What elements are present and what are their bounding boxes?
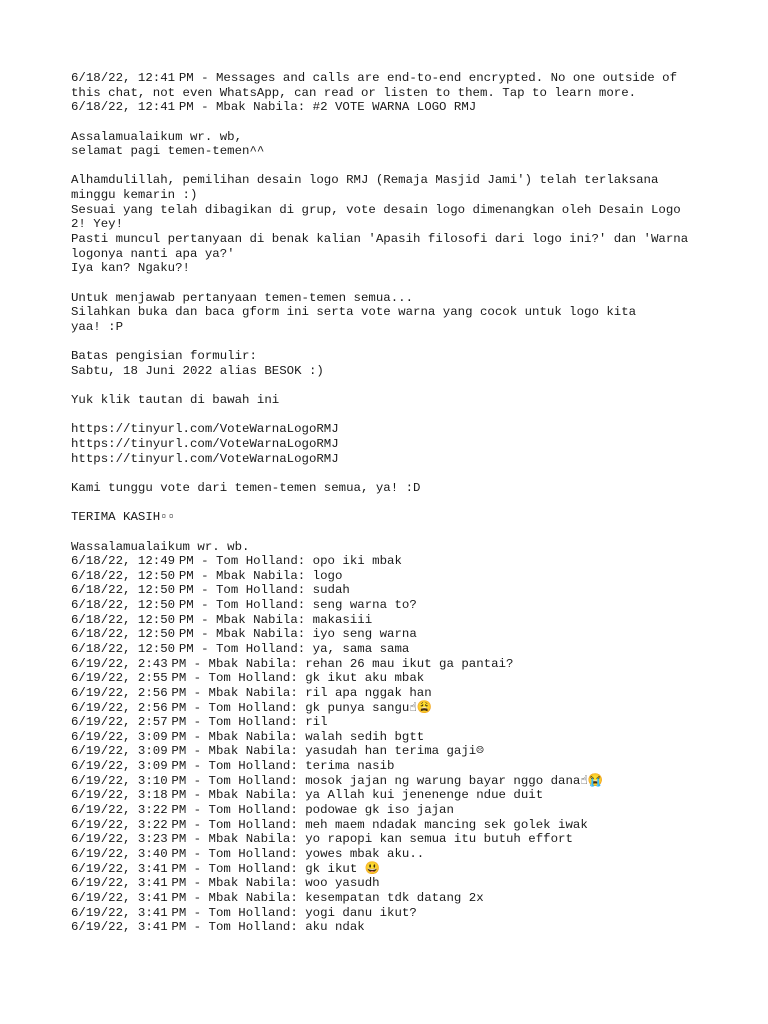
text-line: minggu kemarin :) — [71, 188, 198, 203]
text-line: Batas pengisian formulir: — [71, 349, 257, 364]
text-line: Yuk klik tautan di bawah ini — [71, 393, 280, 408]
text-line: logonya nanti apa ya?' — [71, 246, 235, 261]
blank-line — [71, 378, 731, 393]
chat-message-line: 6/19/22, 3:40 PM - Tom Holland: yowes mbak aku.. — [71, 846, 425, 861]
chat-message-line: 6/19/22, 3:41 PM - Tom Holland: gk ikut 😃 — [71, 861, 381, 876]
chat-message-line: 6/19/22, 2:43 PM - Mbak Nabila: rehan 26 mau ikut ga pantai? — [71, 656, 514, 671]
chat-message-line: 6/19/22, 2:56 PM - Tom Holland: gk punya sangu☝😩 — [71, 700, 433, 715]
document-page — [71, 71, 731, 935]
chat-message-line: 6/19/22, 2:56 PM - Mbak Nabila: ril apa nggak han — [71, 685, 432, 700]
chat-message-line: 6/19/22, 3:09 PM - Mbak Nabila: walah sedih bgtt — [71, 729, 425, 744]
text-line: Kami tunggu vote dari temen-temen semua, ya! :D — [71, 480, 421, 495]
chat-message-line: 6/19/22, 3:09 PM - Tom Holland: terima nasib — [71, 759, 395, 774]
chat-message-line: 6/19/22, 3:41 PM - Mbak Nabila: kesempatan tdk datang 2x — [71, 890, 484, 905]
chat-message-line: 6/18/22, 12:50 PM - Tom Holland: seng warna to? — [71, 598, 417, 613]
chat-message-line: 6/18/22, 12:50 PM - Tom Holland: sudah — [71, 583, 350, 598]
chat-message-line: 6/19/22, 2:55 PM - Tom Holland: gk ikut aku mbak — [71, 671, 425, 686]
text-line: Iya kan? Ngaku?! — [71, 261, 190, 276]
text-line: selamat pagi temen-temen^^ — [71, 144, 265, 159]
chat-message-line: 6/19/22, 3:09 PM - Mbak Nabila: yasudah han terima gaji☹ — [71, 744, 484, 759]
text-line: Silahkan buka dan baca gform ini serta vote warna yang cocok untuk logo kita — [71, 305, 637, 320]
text-line: Untuk menjawab pertanyaan temen-temen semua... — [71, 290, 414, 305]
blank-line — [71, 496, 731, 511]
chat-message-line: 6/19/22, 3:41 PM - Tom Holland: aku ndak — [71, 920, 365, 935]
blank-line — [71, 276, 731, 291]
chat-message-line: 6/18/22, 12:50 PM - Tom Holland: ya, sama sama — [71, 641, 410, 656]
text-line: 2! Yey! — [71, 217, 124, 232]
chat-message-line: 6/19/22, 3:18 PM - Mbak Nabila: ya Allah kui jenenenge ndue duit — [71, 788, 544, 803]
blank-line — [71, 115, 731, 130]
text-line: Assalamualaikum wr. wb, — [71, 129, 243, 144]
url-line: https://tinyurl.com/VoteWarnaLogoRMJ — [71, 422, 339, 437]
text-line: yaa! :P — [71, 319, 124, 334]
url-line: https://tinyurl.com/VoteWarnaLogoRMJ — [71, 437, 339, 452]
chat-message-line: 6/19/22, 3:22 PM - Tom Holland: meh maem ndadak mancing sek golek iwak — [71, 817, 588, 832]
text-line: Alhamdulillah, pemilihan desain logo RMJ (Remaja Masjid Jami') telah terlaksana — [71, 173, 659, 188]
url-line: https://tinyurl.com/VoteWarnaLogoRMJ — [71, 451, 339, 466]
blank-line — [71, 159, 731, 174]
text-line: TERIMA KASIH▫▫ — [71, 510, 176, 525]
chat-message-line: 6/19/22, 3:22 PM - Tom Holland: podowae gk iso jajan — [71, 803, 454, 818]
chat-message-line: 6/19/22, 3:41 PM - Tom Holland: yogi danu ikut? — [71, 905, 417, 920]
text-line: 6/18/22, 12:41 PM - Messages and calls are end-to-end encrypted. No one outside of — [71, 71, 678, 85]
chat-message-line: 6/19/22, 3:41 PM - Mbak Nabila: woo yasudh — [71, 876, 380, 891]
text-line: 6/18/22, 12:41 PM - Mbak Nabila: #2 VOTE WARNA LOGO RMJ — [71, 100, 477, 115]
text-line: Pasti muncul pertanyaan di benak kalian 'Apasih filosofi dari logo ini?' dan 'Warna — [71, 232, 689, 247]
blank-line — [71, 408, 731, 423]
text-line: Sabtu, 18 Juni 2022 alias BESOK :) — [71, 363, 324, 378]
chat-message-line: 6/19/22, 3:23 PM - Mbak Nabila: yo rapopi kan semua itu butuh effort — [71, 832, 573, 847]
blank-line — [71, 525, 731, 540]
blank-line — [71, 466, 731, 481]
blank-line — [71, 335, 731, 350]
text-line: Wassalamualaikum wr. wb. — [71, 539, 250, 554]
chat-message-line: 6/19/22, 2:57 PM - Tom Holland: ril — [71, 715, 328, 730]
text-line: Sesuai yang telah dibagikan di grup, vote desain logo dimenangkan oleh Desain Logo — [71, 202, 681, 217]
chat-message-line: 6/19/22, 3:10 PM - Tom Holland: mosok jajan ng warung bayar nggo dana☝😭 — [71, 773, 604, 788]
chat-message-line: 6/18/22, 12:49 PM - Tom Holland: opo iki mbak — [71, 554, 402, 569]
chat-message-line: 6/18/22, 12:50 PM - Mbak Nabila: iyo seng warna — [71, 627, 417, 642]
chat-message-line: 6/18/22, 12:50 PM - Mbak Nabila: logo — [71, 568, 343, 583]
chat-message-line: 6/18/22, 12:50 PM - Mbak Nabila: makasiii — [71, 612, 373, 627]
text-line: this chat, not even WhatsApp, can read or listen to them. Tap to learn more. — [71, 85, 637, 100]
